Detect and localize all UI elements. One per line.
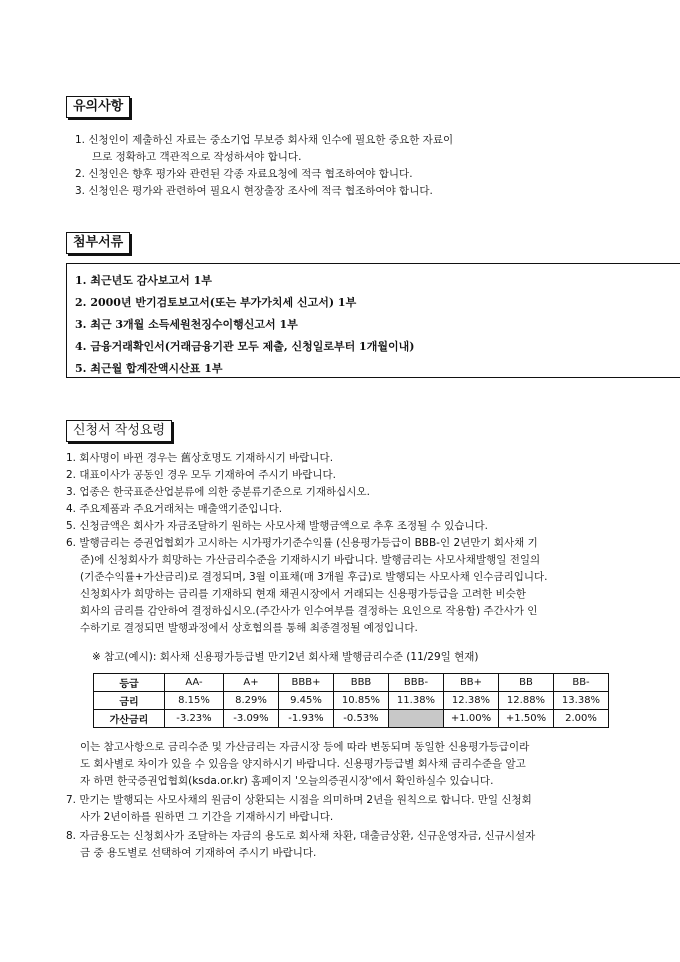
guide-line: 준)에 신청회사가 희망하는 가산금리수준을 기재하시기 바랍니다. 발행금리는 사모사채발행일 전일의 — [80, 554, 541, 566]
table-cell: BB — [499, 674, 554, 692]
notice-item-2: 2. 신청인은 향후 평가와 관련된 각종 자료요청에 적극 협조하여야 합니다. — [75, 168, 413, 180]
table-cell: 9.45% — [279, 692, 334, 710]
guide-line: 8. 자금용도는 신청회사가 조달하는 자금의 용도로 회사채 차환, 대출금상환, 신규운영자금, 신규시설자 — [66, 830, 536, 842]
table-cell: BBB+ — [279, 674, 334, 692]
guide-line: 2. 대표이사가 공동인 경우 모두 기재하여 주시기 바랍니다. — [66, 469, 337, 481]
attachments-box — [66, 263, 680, 378]
guide-line: 5. 신청금액은 회사가 자금조달하기 원하는 사모사채 발행금액으로 추후 조정될 수 있습니다. — [66, 520, 489, 532]
table-cell: BBB- — [389, 674, 444, 692]
guide-line: 금 중 용도별로 선택하여 기재하여 주시기 바랍니다. — [80, 847, 317, 859]
table-cell: 12.88% — [499, 692, 554, 710]
table-cell-empty — [389, 710, 444, 728]
attachments-title: 첨부서류 — [66, 232, 130, 254]
attachment-item: 3. 최근 3개월 소득세원천징수이행신고서 1부 — [75, 318, 298, 331]
attachment-item: 5. 최근월 합계잔액시산표 1부 — [75, 362, 223, 375]
notice-item-3: 3. 신청인은 평가와 관련하여 필요시 현장출장 조사에 적극 협조하여야 합니다. — [75, 185, 433, 197]
table-cell: 가산금리 — [94, 710, 165, 728]
guide-line: (기준수익률+가산금리)로 결정되며, 3월 이표채(매 3개월 후급)로 발행되는 사모사채 인수금리입니다. — [80, 571, 548, 583]
guide-line: 도 회사별로 차이가 있을 수 있음을 양지하시기 바랍니다. 신용평가등급별 회사채 금리수준을 알고 — [80, 758, 526, 770]
table-cell: BB+ — [444, 674, 499, 692]
guide-title: 신청서 작성요령 — [66, 420, 172, 442]
guide-line: 1. 회사명이 바뀐 경우는 舊상호명도 기재하시기 바랍니다. — [66, 452, 334, 464]
attachment-item: 4. 금융거래확인서(거래금융기관 모두 제출, 신청일로부터 1개월이내) — [75, 340, 415, 353]
table-cell: +1.50% — [499, 710, 554, 728]
table-cell: 13.38% — [554, 692, 609, 710]
table-cell: -3.09% — [224, 710, 279, 728]
table-cell: A+ — [224, 674, 279, 692]
reference-note: ※ 참고(예시): 회사채 신용평가등급별 만기2년 회사채 발행금리수준 (11/29일 현재) — [92, 651, 479, 663]
guide-line: 4. 주요제품과 주요거래처는 매출액기준입니다. — [66, 503, 283, 515]
guide-line: 수하기로 결정되면 발행과정에서 상호협의를 통해 최종결정될 예정입니다. — [80, 622, 418, 634]
table-row — [94, 710, 609, 728]
table-cell: BBB — [334, 674, 389, 692]
table-cell: +1.00% — [444, 710, 499, 728]
notice-item-1: 1. 신청인이 제출하신 자료는 중소기업 무보증 회사채 인수에 필요한 중요한 자료이 — [75, 134, 454, 146]
table-cell: -3.23% — [165, 710, 224, 728]
guide-line: 7. 만기는 발행되는 사모사채의 원금이 상환되는 시점을 의미하며 2년을 원칙으로 합니다. 만일 신청회 — [66, 794, 532, 806]
guide-line: 사가 2년이하를 원하면 그 기간을 기재하시기 바랍니다. — [80, 811, 334, 823]
attachment-item: 1. 최근년도 감사보고서 1부 — [75, 274, 212, 287]
table-row — [94, 692, 609, 710]
table-cell: 8.29% — [224, 692, 279, 710]
table-cell: BB- — [554, 674, 609, 692]
guide-line: 자 하면 한국증권업협회(ksda.or.kr) 홈페이지 '오늘의증권시장'에서 확인하실수 있습니다. — [80, 775, 494, 787]
table-cell: 11.38% — [389, 692, 444, 710]
table-cell: 8.15% — [165, 692, 224, 710]
table-cell: 금리 — [94, 692, 165, 710]
table-cell: -1.93% — [279, 710, 334, 728]
guide-line: 6. 발행금리는 증권업협회가 고시하는 시가평가기준수익률 (신용평가등급이 BBB-인 2년만기 회사채 기 — [66, 537, 538, 549]
notice-title: 유의사항 — [66, 96, 130, 118]
rate-table — [93, 673, 609, 728]
table-cell: -0.53% — [334, 710, 389, 728]
guide-line: 회사의 금리를 감안하여 결정하십시오.(주간사가 인수여부를 결정하는 요인으로 작용함) 주간사가 인 — [80, 605, 538, 617]
attachment-item: 2. 2000년 반기검토보고서(또는 부가가치세 신고서) 1부 — [75, 296, 357, 309]
table-cell: 12.38% — [444, 692, 499, 710]
guide-line: 3. 업종은 한국표준산업분류에 의한 중분류기준으로 기재하십시오. — [66, 486, 370, 498]
guide-line: 신청회사가 희망하는 금리를 기재하되 현재 채권시장에서 거래되는 신용평가등급을 고려한 비슷한 — [80, 588, 526, 600]
table-cell: 등급 — [94, 674, 165, 692]
rate-table-header-row — [94, 674, 609, 692]
guide-line: 이는 참고사항으로 금리수준 및 가산금리는 자금시장 등에 따라 변동되며 동일한 신용평가등급이라 — [80, 741, 530, 753]
table-cell: 10.85% — [334, 692, 389, 710]
table-cell: AA- — [165, 674, 224, 692]
notice-item-1-cont: 므로 정확하고 객관적으로 작성하셔야 합니다. — [92, 151, 302, 163]
table-cell: 2.00% — [554, 710, 609, 728]
